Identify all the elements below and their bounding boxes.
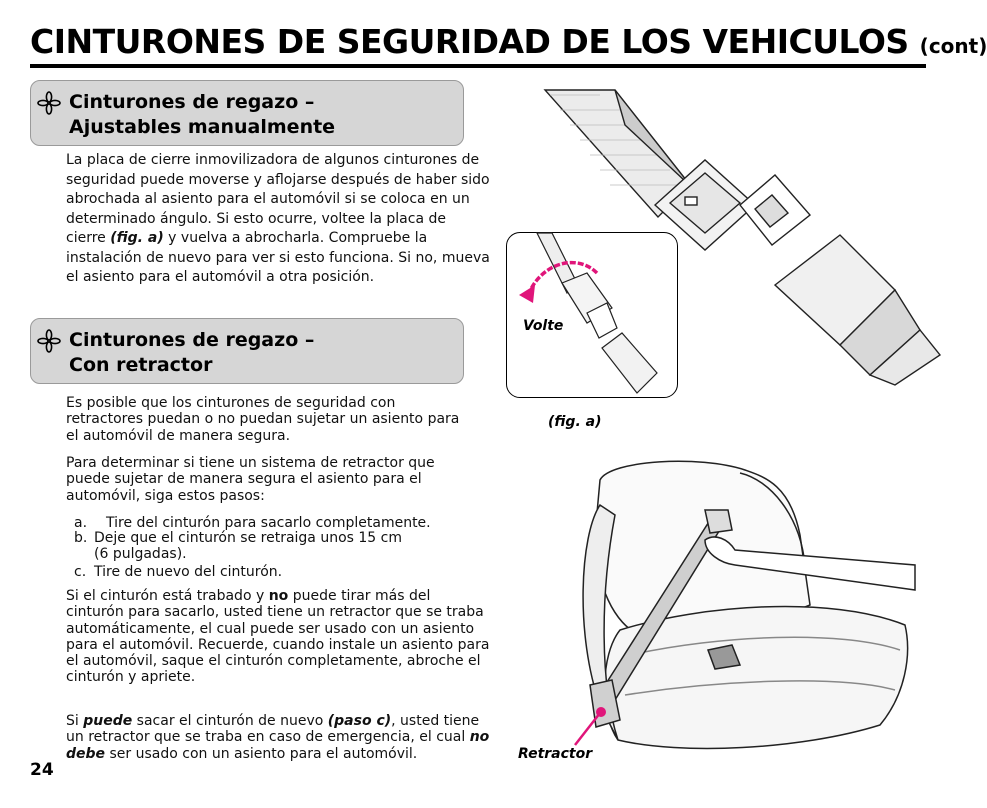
section2-para4: Si puede sacar el cinturón de nuevo (paso c), usted tiene un retractor que se traba en caso de emergencia, el cual no debe ser usado con un asiento para el automóvil.	[66, 713, 490, 762]
section-heading: Cinturones de regazo – Ajustables manualmente	[69, 91, 336, 138]
vehicle-seat-illustration	[500, 455, 915, 755]
title-rule	[30, 64, 926, 68]
page-title: CINTURONES DE SEGURIDAD DE LOS VEHICULOS (cont)	[30, 22, 987, 61]
fig-a-caption: (fig. a)	[548, 414, 602, 430]
flip-latch-illustration	[507, 233, 677, 396]
step-c-marker: c.	[74, 564, 87, 580]
section2-para2: Para determinar si tiene un sistema de retractor que puede sujetar de manera segura el asiento para el automóvil, siga estos pasos:	[66, 455, 435, 504]
step-a-marker: a.	[74, 515, 88, 531]
retractor-label: Retractor	[518, 746, 593, 762]
asterisk-flower-icon	[37, 91, 61, 115]
step-a-text: Tire del cinturón para sacarlo completamente.	[106, 515, 431, 531]
page-title-suffix: (cont)	[919, 34, 987, 58]
step-b-text-cont: (6 pulgadas).	[94, 546, 187, 562]
page-number: 24	[30, 760, 54, 780]
section1-paragraph: La placa de cierre inmovilizadora de algunos cinturones de seguridad puede moverse y aflojarse después de haber sido abrochada al asiento para el automóvil si se coloca en un determinado ángulo. Si esto ocurre, voltee la placa de cierre (fig. a) y vuelva a abrocharla. Compruebe la instalación de nuevo para ver si esto funciona. Si no, mueva el asiento para el automóvil a otra posición.	[66, 152, 490, 285]
volte-label: Volte	[523, 318, 564, 334]
step-c-text: Tire de nuevo del cinturón.	[94, 564, 283, 580]
step-b-text: Deje que el cinturón se retraiga unos 15 cm	[94, 530, 402, 546]
fig-a-inset-box	[506, 232, 678, 398]
asterisk-flower-icon	[37, 329, 61, 353]
section-header-ajustables	[30, 80, 464, 146]
section2-para1: Es posible que los cinturones de seguridad con retractores puedan o no puedan sujetar un asiento para el automóvil de manera segura.	[66, 395, 460, 444]
section2-para3: Si el cinturón está trabado y no puede tirar más del cinturón para sacarlo, usted tiene un retractor que se traba automáticamente, el cual puede ser usado con un asiento para el automóvil. Recuerde, cuando instale un asiento para el automóvil, saque el cinturón completamente, abroche el cinturón y apriete.	[66, 588, 490, 686]
section-heading: Cinturones de regazo – Con retractor	[69, 329, 315, 376]
step-b-marker: b.	[74, 530, 88, 546]
section-header-retractor	[30, 318, 464, 384]
